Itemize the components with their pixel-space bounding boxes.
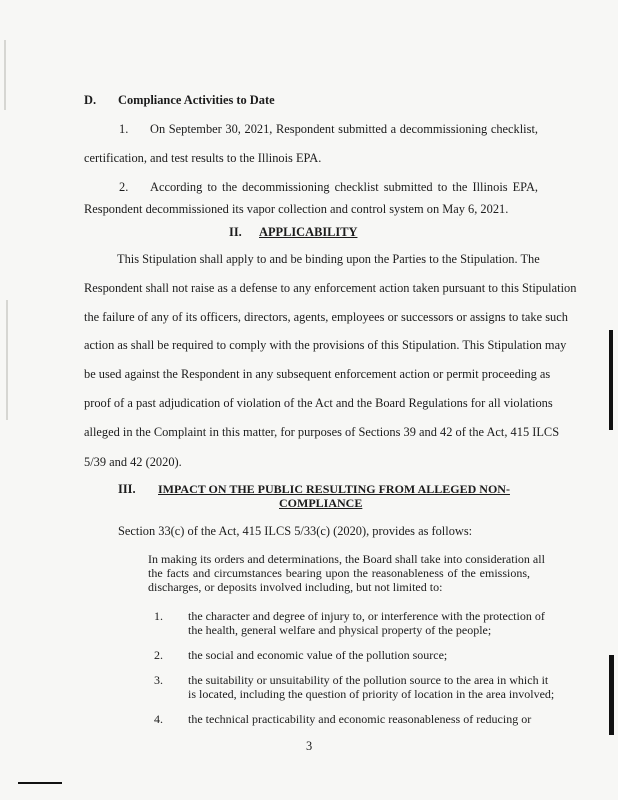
section-iii-label: III. [118,482,136,496]
section-ii-label: II. [229,225,242,239]
applicability-line-7: alleged in the Complaint in this matter, for purposes of Sections 39 and 42 of the Act, 415 ILCS [84,425,560,439]
section-ii-title: APPLICABILITY [259,225,358,239]
item-2-number: 2. [119,180,129,194]
scan-artifact [6,300,8,420]
quote-line-2: the facts and circumstances bearing upon the reasonableness of the emissions, [148,566,530,580]
item-1-line-1: On September 30, 2021, Respondent submitted a decommissioning checklist, [150,122,538,136]
section-d-title: Compliance Activities to Date [118,93,275,107]
applicability-line-3: the failure of any of its officers, directors, agents, employees or successors or assigns to take such [84,310,568,324]
factor-4-number: 4. [154,712,163,726]
applicability-line-1: This Stipulation shall apply to and be binding upon the Parties to the Stipulation. The [117,252,540,266]
factor-3-line-2: is located, including the question of priority of location in the area involved; [188,687,555,701]
section-d-label: D. [84,93,97,107]
section-iii-intro: Section 33(c) of the Act, 415 ILCS 5/33(c) (2020), provides as follows: [118,524,473,538]
section-iii-title-line-1: IMPACT ON THE PUBLIC RESULTING FROM ALLEGED NON- [158,482,510,496]
factor-1-line-1: the character and degree of injury to, or interference with the protection of [188,609,545,623]
scan-margin-bar [609,655,614,735]
item-1-line-2: certification, and test results to the Illinois EPA. [84,151,322,165]
factor-2-number: 2. [154,648,163,662]
quote-line-1: In making its orders and determinations, the Board shall take into consideration all [148,552,545,566]
applicability-line-6: proof of a past adjudication of violation of the Act and the Board Regulations for all violations [84,396,553,410]
factor-4-line-1: the technical practicability and economic reasonableness of reducing or [188,712,532,726]
factor-1-number: 1. [154,609,163,623]
factor-3-number: 3. [154,673,163,687]
scan-margin-bar [609,330,613,430]
item-2-line-1: According to the decommissioning checklist submitted to the Illinois EPA, [150,180,538,194]
factor-1-line-2: the health, general welfare and physical property of the people; [188,623,492,637]
item-2-line-2: Respondent decommissioned its vapor collection and control system on May 6, 2021. [84,202,509,216]
scan-bottom-bar [18,782,62,784]
applicability-line-8: 5/39 and 42 (2020). [84,455,182,469]
applicability-line-2: Respondent shall not raise as a defense to any enforcement action taken pursuant to this Stipulation [84,281,577,295]
factor-2-line-1: the social and economic value of the pollution source; [188,648,448,662]
scan-artifact [4,40,6,110]
applicability-line-4: action as shall be required to comply with the provisions of this Stipulation. This Stipulation may [84,338,567,352]
page-number: 3 [306,739,313,753]
section-iii-title-line-2: COMPLIANCE [279,496,363,510]
item-1-number: 1. [119,122,129,136]
quote-line-3: discharges, or deposits involved including, but not limited to: [148,580,443,594]
applicability-line-5: be used against the Respondent in any subsequent enforcement action or permit proceeding as [84,367,551,381]
factor-3-line-1: the suitability or unsuitability of the pollution source to the area in which it [188,673,549,687]
